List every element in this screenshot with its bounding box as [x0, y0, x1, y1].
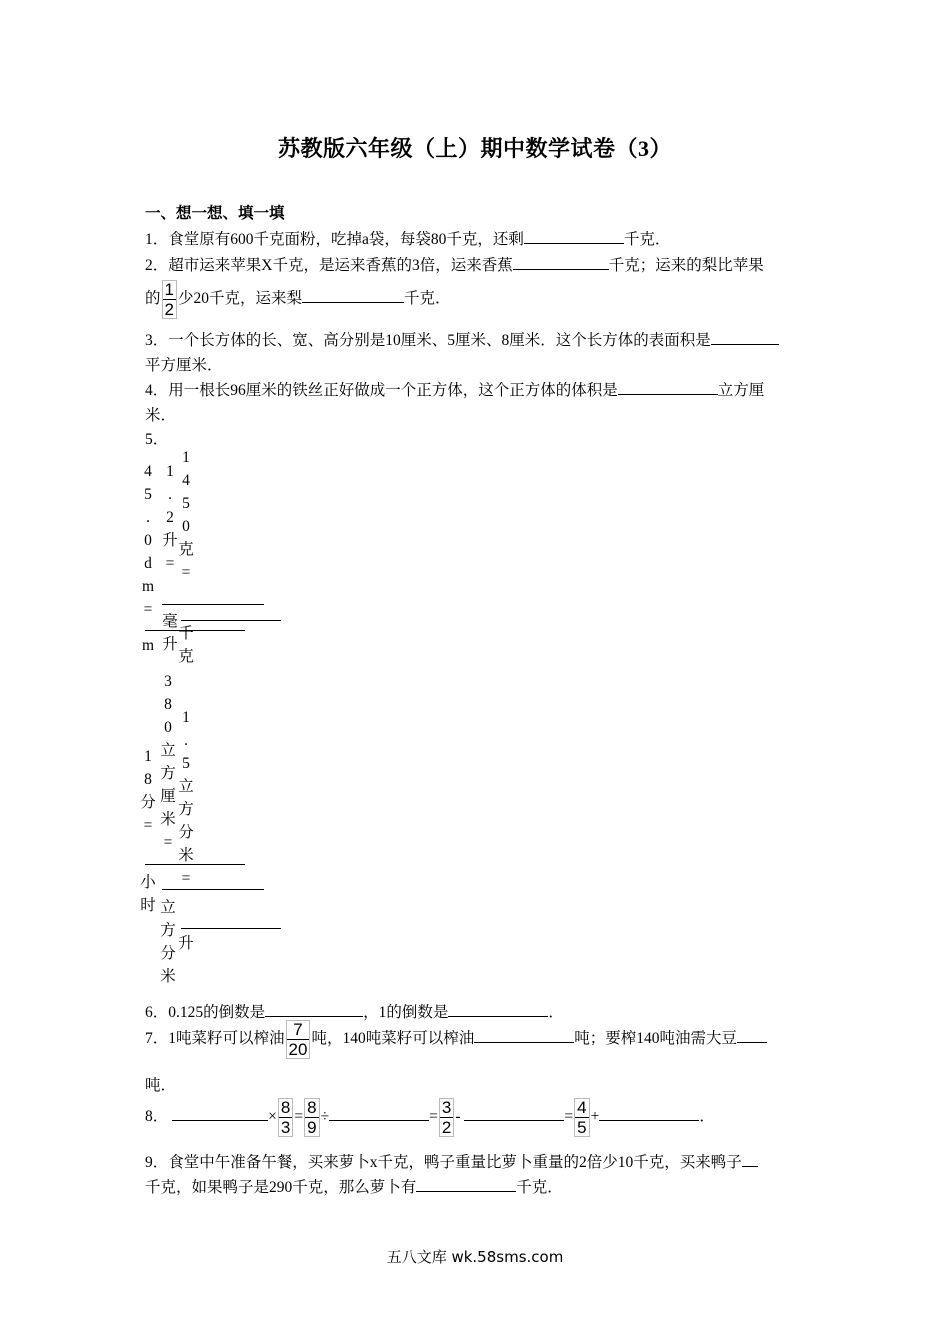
- question-7-line2: 吨．: [145, 1077, 177, 1094]
- fraction: $\frac{1}{2}$: [162, 280, 177, 319]
- q5-glyph: 立: [160, 899, 176, 916]
- q5-glyph: 升: [162, 532, 178, 549]
- q5-glyph: =: [181, 870, 191, 887]
- q5-column-c1b: [138, 634, 158, 657]
- answer-blank[interactable]: [737, 1028, 767, 1043]
- q5-glyph: 1: [144, 748, 152, 765]
- q5-glyph: =: [143, 817, 153, 834]
- q5-glyph: 8: [164, 696, 172, 713]
- q5-glyph: 4: [182, 472, 190, 489]
- question-5-label: 5．: [145, 431, 169, 448]
- question-3-line2: 平方厘米．: [145, 357, 223, 374]
- q5-glyph: 1: [182, 449, 190, 466]
- q5-glyph: 毫: [162, 613, 178, 630]
- q5-glyph: 方: [178, 801, 194, 818]
- answer-blank[interactable]: [145, 864, 245, 865]
- question-4-line1: 4．用一根长96厘米的铁丝正好做成一个正方体，这个正方体的体积是 立方厘: [145, 382, 765, 399]
- q5-column-c6b: [176, 932, 196, 955]
- fraction: $\frac{3}{2}$: [439, 1098, 454, 1137]
- q5-glyph: 0: [164, 719, 172, 736]
- q5-column-c1: [138, 460, 158, 621]
- q5-glyph: 米: [178, 847, 194, 864]
- q5-glyph: 分: [160, 945, 176, 962]
- fraction: $\frac{8}{3}$: [278, 1098, 293, 1137]
- q5-glyph: d: [144, 555, 152, 572]
- answer-blank[interactable]: [524, 229, 624, 244]
- question-9-line2: 千克，如果鸭子是290千克，那么萝卜有 千克．: [145, 1179, 563, 1196]
- q5-glyph: 5: [144, 486, 152, 503]
- footer-watermark: 五八文库 wk.58sms.com: [386, 1248, 564, 1266]
- q5-column-c5b: [158, 896, 178, 988]
- q5-glyph: =: [181, 564, 191, 581]
- q5-glyph: 千: [178, 625, 194, 642]
- answer-blank[interactable]: [162, 604, 264, 605]
- section-heading: 一、想一想、填一填: [145, 205, 285, 222]
- q5-glyph: 升: [178, 935, 194, 952]
- q5-glyph: 时: [140, 897, 156, 914]
- q5-glyph: m: [141, 637, 155, 654]
- question-2-line2: 的 $\frac{1}{2}$ 少20千克，运来梨 千克．: [145, 280, 451, 319]
- q5-glyph: 5: [182, 495, 190, 512]
- answer-blank[interactable]: [172, 1106, 268, 1121]
- q5-glyph: 0: [182, 518, 190, 535]
- fraction: $\frac{7}{20}$: [286, 1020, 311, 1059]
- question-7-line1: 7．1吨菜籽可以榨油 $\frac{7}{20}$ 吨，140吨菜籽可以榨油 吨；要榨140吨油需大豆: [145, 1020, 767, 1059]
- q5-glyph: m: [141, 578, 155, 595]
- fraction: $\frac{8}{9}$: [304, 1098, 319, 1137]
- q5-column-c6: [176, 706, 196, 890]
- q5-glyph: 分: [178, 824, 194, 841]
- question-9-line1: 9．食堂中午准备午餐，买来萝卜x千克，鸭子重量比萝卜重量的2倍少10千克，买来鸭子: [145, 1150, 758, 1172]
- q5-glyph: 升: [162, 636, 178, 653]
- question-3-line1: 3．一个长方体的长、宽、高分别是10厘米、5厘米、8厘米．这个长方体的表面积是: [145, 328, 779, 350]
- q5-glyph: 8: [144, 771, 152, 788]
- question-8: 8． × $\frac{8}{3}$ = $\frac{8}{9}$ ÷ = $\frac{3}{2}$ - = $\frac{4}{5}$ + ．: [145, 1098, 715, 1137]
- answer-blank[interactable]: [181, 928, 281, 929]
- answer-blank[interactable]: [464, 1106, 564, 1121]
- q5-glyph: 5: [182, 755, 190, 772]
- q5-glyph: 方: [160, 922, 176, 939]
- answer-blank[interactable]: [416, 1177, 516, 1192]
- question-6: 6．0.125的倒数是 ，1的倒数是 ．: [145, 1004, 564, 1021]
- q5-glyph: 方: [160, 765, 176, 782]
- q5-glyph: 小: [140, 874, 156, 891]
- q5-glyph: =: [165, 555, 175, 572]
- q5-column-c5: [158, 670, 178, 854]
- q5-glyph: 克: [178, 541, 194, 558]
- q5-glyph: 米: [160, 811, 176, 828]
- q5-glyph: 克: [178, 648, 194, 665]
- q5-glyph: 厘: [160, 788, 176, 805]
- q5-glyph: 4: [144, 463, 152, 480]
- answer-blank[interactable]: [181, 620, 281, 621]
- q5-column-c4: [138, 745, 158, 837]
- answer-blank[interactable]: [448, 1002, 548, 1017]
- answer-blank[interactable]: [329, 1106, 429, 1121]
- q5-glyph: 分: [140, 794, 156, 811]
- q5-glyph: 立: [160, 742, 176, 759]
- answer-blank[interactable]: [618, 380, 718, 395]
- q5-glyph: 1: [166, 463, 174, 480]
- answer-blank[interactable]: [599, 1106, 699, 1121]
- answer-blank[interactable]: [302, 288, 404, 303]
- answer-blank[interactable]: [162, 889, 264, 890]
- q5-glyph: 3: [164, 673, 172, 690]
- q5-glyph: 立: [178, 778, 194, 795]
- q5-column-c4b: [138, 871, 158, 917]
- q5-glyph: =: [143, 601, 153, 618]
- q5-column-c3: [176, 446, 196, 584]
- q5-glyph: .: [168, 486, 172, 503]
- answer-blank[interactable]: [711, 330, 779, 345]
- q5-column-c3b: [176, 622, 196, 668]
- q5-glyph: .: [146, 509, 150, 526]
- question-1: 1．食堂原有600千克面粉，吃掉a袋，每袋80千克，还剩 千克．: [145, 231, 671, 248]
- q5-glyph: 米: [160, 968, 176, 985]
- question-4-line2: 米．: [145, 407, 177, 424]
- page-title: 苏教版六年级（上）期中数学试卷（3）: [277, 136, 672, 161]
- q5-glyph: 0: [144, 532, 152, 549]
- question-2-line1: 2．超市运来苹果X千克，是运来香蕉的3倍，运来香蕉 千克；运来的梨比苹果: [145, 257, 764, 274]
- q5-glyph: 1: [182, 709, 190, 726]
- q5-glyph: 2: [166, 509, 174, 526]
- answer-blank[interactable]: [513, 255, 609, 270]
- q5-glyph: .: [184, 732, 188, 749]
- answer-blank[interactable]: [742, 1152, 758, 1167]
- fraction: $\frac{4}{5}$: [574, 1098, 589, 1137]
- answer-blank[interactable]: [474, 1028, 574, 1043]
- q5-glyph: =: [163, 834, 173, 851]
- answer-blank[interactable]: [265, 1002, 363, 1017]
